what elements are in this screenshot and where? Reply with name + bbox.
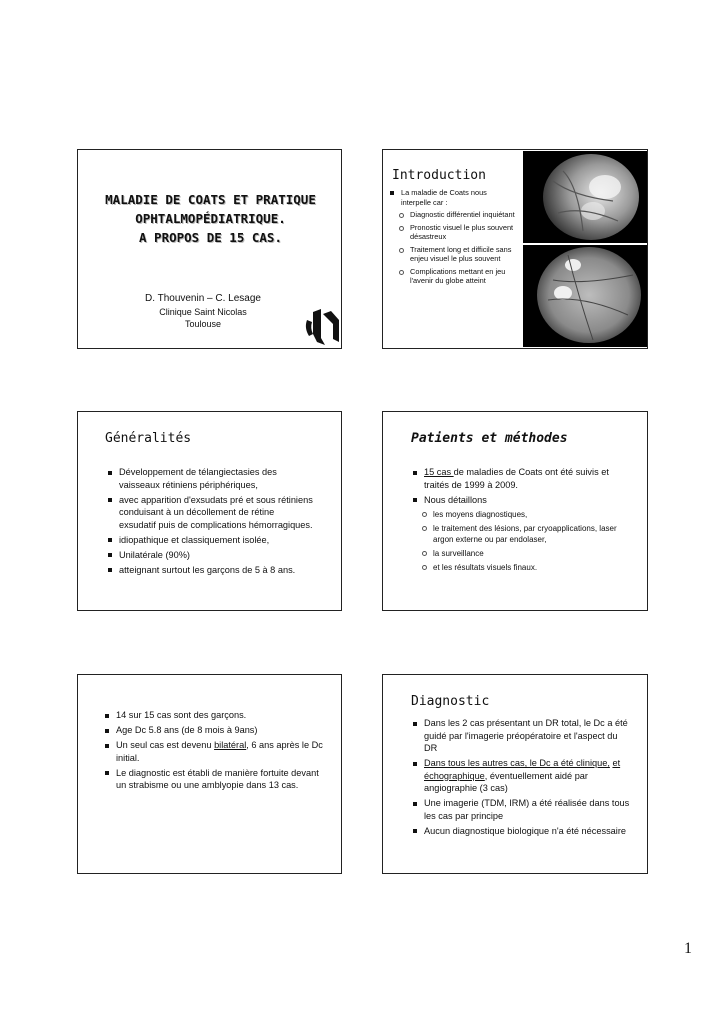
authors-block (118, 292, 288, 330)
list-item: idiopathique et classiquement isolée, (108, 534, 313, 547)
list-item: Age Dc 5.8 ans (de 8 mois à 9ans) (105, 724, 330, 737)
slide-title: Diagnostic (411, 694, 490, 709)
underlined-text: bilatéral (214, 740, 247, 750)
list-sub-item: les moyens diagnostiques, (413, 509, 628, 520)
item-text: de maladies de Coats ont été suivis et traités de 1999 à 2009. (424, 467, 609, 490)
list-item (413, 757, 633, 795)
list-item: Développement de télangiectasies des vaisseaux rétiniens périphériques, (108, 466, 313, 491)
underlined-text: 15 cas (424, 467, 454, 477)
list-sub-item: la surveillance (413, 548, 628, 559)
underlined-text: Dans tous les autres cas, le Dc a été clinique, (424, 758, 610, 768)
slide-title: Patients et méthodes (411, 431, 568, 446)
title-line: A PROPOS DE 15 CAS. (139, 230, 282, 245)
fundus-photo-image (523, 151, 647, 243)
slide-title: Introduction (392, 168, 486, 183)
underlined-text: et échographique (424, 758, 621, 781)
slide-generalites (77, 411, 342, 611)
list-item: atteignant surtout les garçons de 5 à 8 ans. (108, 564, 313, 577)
item-text: , 6 ans après le Dc initial. (116, 740, 323, 763)
list-item: Dans les 2 cas présentant un DR total, le Dc a été guidé par l'imagerie préopératoire et l'aspect du DR (413, 717, 633, 755)
city: Toulouse (184, 319, 222, 329)
title-line: OPHTALMOPÉDIATRIQUE. (135, 211, 286, 226)
bullet-list (108, 466, 313, 579)
list-item: Nous détaillons (413, 494, 628, 507)
list-item (105, 739, 330, 764)
item-text: , éventuellement aidé par angiographie (3 cas) (424, 770, 588, 793)
list-item: Une imagerie (TDM, IRM) a été réalisée dans tous les cas par principe (413, 797, 633, 822)
bullet-list (413, 717, 633, 840)
list-item (413, 466, 628, 491)
slide-title-heading (88, 190, 333, 247)
list-sub-item: Pronostic visuel le plus souvent désastreux (390, 223, 516, 242)
slide-patients-methodes (382, 411, 648, 611)
item-text: Un seul cas est devenu (116, 740, 215, 750)
bullet-list (390, 188, 516, 289)
list-sub-item: Diagnostic différentiel inquiétant (390, 210, 516, 220)
slide-title (77, 149, 342, 349)
bullet-list (413, 466, 628, 576)
list-item: 14 sur 15 cas sont des garçons. (105, 709, 330, 722)
list-item: La maladie de Coats nous interpelle car : (390, 188, 516, 207)
clinic-logo-icon (303, 308, 341, 346)
slide-demographics (77, 674, 342, 874)
list-sub-item: le traitement des lésions, par cryoapplications, laser argon externe ou par endolaser, (413, 523, 628, 545)
fundus-photo-image (523, 245, 647, 347)
slide-title: Généralités (105, 431, 192, 446)
list-item: Le diagnostic est établi de manière fortuite devant un strabisme ou une amblyopie dans 13 cas. (105, 767, 330, 792)
page-number: 1 (684, 940, 692, 957)
slide-introduction (382, 149, 648, 349)
list-sub-item: et les résultats visuels finaux. (413, 562, 628, 573)
list-item: Unilatérale (90%) (108, 549, 313, 562)
list-item: avec apparition d'exsudats pré et sous rétiniens conduisant à un décollement de rétine exsudatif puis de complications hémorragiques. (108, 494, 313, 532)
list-sub-item: Traitement long et difficile sans enjeu visuel le plus souvent (390, 245, 516, 264)
list-sub-item: Complications mettant en jeu l'avenir du globe atteint (390, 267, 516, 286)
title-line: MALADIE DE COATS ET PRATIQUE (105, 192, 316, 207)
bullet-list (105, 709, 330, 794)
slide-diagnostic (382, 674, 648, 874)
list-item: Aucun diagnostique biologique n'a été nécessaire (413, 825, 633, 838)
authors: D. Thouvenin – C. Lesage (144, 293, 261, 304)
institution: Clinique Saint Nicolas (159, 307, 247, 317)
